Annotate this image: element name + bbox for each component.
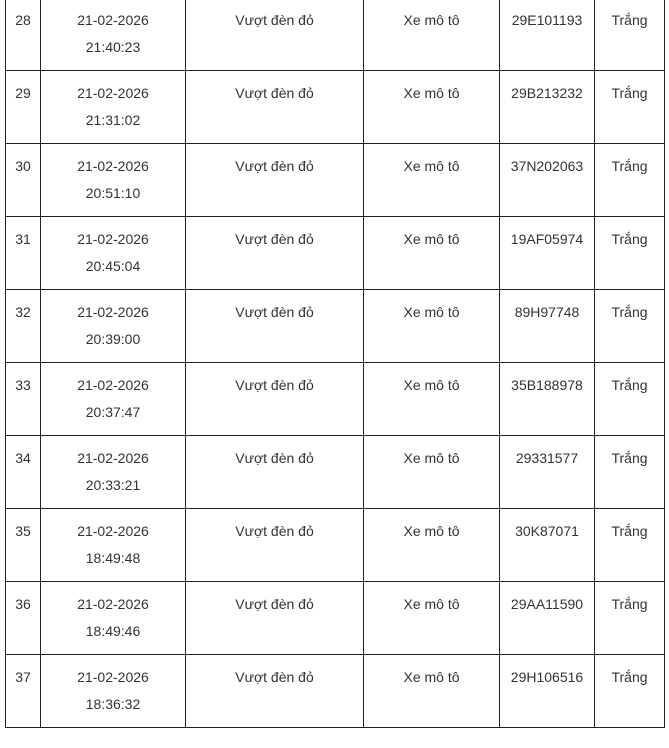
license-plate: 29E101193 xyxy=(511,12,583,28)
violation-time: 20:45:04 xyxy=(85,258,141,274)
violation-cell xyxy=(186,509,364,582)
row-number: 31 xyxy=(15,231,31,247)
violation-time: 18:49:46 xyxy=(85,623,141,639)
license-plate: 29H106516 xyxy=(510,669,584,685)
license-plate: 29B213232 xyxy=(511,85,583,101)
row-number: 29 xyxy=(15,85,31,101)
violation-type: Vượt đèn đỏ xyxy=(235,304,314,320)
table-row xyxy=(6,509,665,582)
violations-table-container xyxy=(5,0,664,728)
vehicle-cell xyxy=(364,363,500,436)
table-row xyxy=(6,363,665,436)
plate-cell xyxy=(500,0,595,71)
violation-type: Vượt đèn đỏ xyxy=(235,669,314,685)
violation-time: 21:31:02 xyxy=(85,112,141,128)
violation-cell xyxy=(186,217,364,290)
datetime-cell xyxy=(41,217,186,290)
plate-color-cell xyxy=(595,436,665,509)
datetime-cell xyxy=(41,655,186,728)
row-number: 33 xyxy=(15,377,31,393)
plate-color: Trắng xyxy=(611,523,648,539)
vehicle-type: Xe mô tô xyxy=(403,85,460,101)
license-plate: 19AF05974 xyxy=(510,231,584,247)
vehicle-type: Xe mô tô xyxy=(403,377,460,393)
violation-time: 20:39:00 xyxy=(85,331,141,347)
plate-color-cell xyxy=(595,655,665,728)
license-plate: 35B188978 xyxy=(511,377,583,393)
violation-cell xyxy=(186,436,364,509)
row-number-cell xyxy=(6,582,41,655)
plate-color-cell xyxy=(595,71,665,144)
vehicle-cell xyxy=(364,582,500,655)
violation-cell xyxy=(186,655,364,728)
datetime-cell xyxy=(41,509,186,582)
vehicle-cell xyxy=(364,144,500,217)
plate-color: Trắng xyxy=(611,231,648,247)
vehicle-cell xyxy=(364,290,500,363)
plate-cell xyxy=(500,144,595,217)
violation-date: 21-02-2026 xyxy=(77,304,149,320)
vehicle-cell xyxy=(364,509,500,582)
plate-cell xyxy=(500,71,595,144)
violations-table xyxy=(5,0,665,728)
row-number-cell xyxy=(6,363,41,436)
violations-table-body xyxy=(6,0,665,728)
table-row xyxy=(6,217,665,290)
plate-cell xyxy=(500,509,595,582)
violation-date: 21-02-2026 xyxy=(77,523,149,539)
plate-color-cell xyxy=(595,144,665,217)
vehicle-cell xyxy=(364,0,500,71)
vehicle-type: Xe mô tô xyxy=(403,450,460,466)
plate-color-cell xyxy=(595,582,665,655)
violation-type: Vượt đèn đỏ xyxy=(235,450,314,466)
violation-date: 21-02-2026 xyxy=(77,158,149,174)
license-plate: 89H97748 xyxy=(514,304,580,320)
violation-time: 18:36:32 xyxy=(85,696,141,712)
violation-cell xyxy=(186,582,364,655)
row-number: 32 xyxy=(15,304,31,320)
table-row xyxy=(6,582,665,655)
violation-cell xyxy=(186,0,364,71)
violation-date: 21-02-2026 xyxy=(77,450,149,466)
table-row xyxy=(6,655,665,728)
datetime-cell xyxy=(41,436,186,509)
plate-color: Trắng xyxy=(611,377,648,393)
violation-time: 21:40:23 xyxy=(85,39,141,55)
violation-cell xyxy=(186,144,364,217)
datetime-cell xyxy=(41,290,186,363)
violation-cell xyxy=(186,71,364,144)
vehicle-type: Xe mô tô xyxy=(403,158,460,174)
violation-type: Vượt đèn đỏ xyxy=(235,377,314,393)
violation-date: 21-02-2026 xyxy=(77,231,149,247)
datetime-cell xyxy=(41,0,186,71)
violation-date: 21-02-2026 xyxy=(77,377,149,393)
plate-color: Trắng xyxy=(611,12,648,28)
row-number: 34 xyxy=(15,450,31,466)
datetime-cell xyxy=(41,363,186,436)
violation-type: Vượt đèn đỏ xyxy=(235,12,314,28)
row-number-cell xyxy=(6,217,41,290)
license-plate: 37N202063 xyxy=(510,158,584,174)
datetime-cell xyxy=(41,71,186,144)
violation-time: 20:33:21 xyxy=(85,477,141,493)
violation-date: 21-02-2026 xyxy=(77,85,149,101)
table-row xyxy=(6,0,665,71)
vehicle-type: Xe mô tô xyxy=(403,669,460,685)
violation-cell xyxy=(186,363,364,436)
license-plate: 30K87071 xyxy=(515,523,579,539)
plate-cell xyxy=(500,217,595,290)
vehicle-cell xyxy=(364,217,500,290)
violation-date: 21-02-2026 xyxy=(77,596,149,612)
plate-color-cell xyxy=(595,217,665,290)
row-number: 36 xyxy=(15,596,31,612)
plate-color-cell xyxy=(595,290,665,363)
vehicle-cell xyxy=(364,71,500,144)
row-number: 28 xyxy=(15,12,31,28)
table-row xyxy=(6,71,665,144)
plate-cell xyxy=(500,436,595,509)
datetime-cell xyxy=(41,582,186,655)
violation-type: Vượt đèn đỏ xyxy=(235,158,314,174)
vehicle-type: Xe mô tô xyxy=(403,523,460,539)
row-number-cell xyxy=(6,509,41,582)
vehicle-type: Xe mô tô xyxy=(403,596,460,612)
violation-time: 18:49:48 xyxy=(85,550,141,566)
violation-type: Vượt đèn đỏ xyxy=(235,523,314,539)
table-row xyxy=(6,144,665,217)
license-plate: 29AA11590 xyxy=(510,596,584,612)
vehicle-cell xyxy=(364,655,500,728)
plate-color: Trắng xyxy=(611,450,648,466)
table-row xyxy=(6,290,665,363)
row-number: 37 xyxy=(15,669,31,685)
datetime-cell xyxy=(41,144,186,217)
row-number-cell xyxy=(6,0,41,71)
plate-color-cell xyxy=(595,0,665,71)
violation-type: Vượt đèn đỏ xyxy=(235,85,314,101)
vehicle-type: Xe mô tô xyxy=(403,304,460,320)
vehicle-type: Xe mô tô xyxy=(403,12,460,28)
plate-cell xyxy=(500,582,595,655)
plate-color: Trắng xyxy=(611,158,648,174)
plate-color: Trắng xyxy=(611,596,648,612)
license-plate: 29331577 xyxy=(515,450,579,466)
row-number-cell xyxy=(6,71,41,144)
row-number-cell xyxy=(6,144,41,217)
row-number-cell xyxy=(6,655,41,728)
plate-color-cell xyxy=(595,509,665,582)
plate-color-cell xyxy=(595,363,665,436)
violation-date: 21-02-2026 xyxy=(77,669,149,685)
violation-time: 20:37:47 xyxy=(85,404,141,420)
plate-color: Trắng xyxy=(611,669,648,685)
violation-cell xyxy=(186,290,364,363)
table-row xyxy=(6,436,665,509)
violation-type: Vượt đèn đỏ xyxy=(235,231,314,247)
vehicle-type: Xe mô tô xyxy=(403,231,460,247)
plate-color: Trắng xyxy=(611,304,648,320)
row-number-cell xyxy=(6,436,41,509)
row-number-cell xyxy=(6,290,41,363)
plate-cell xyxy=(500,290,595,363)
violation-time: 20:51:10 xyxy=(85,185,141,201)
plate-color: Trắng xyxy=(611,85,648,101)
row-number: 35 xyxy=(15,523,31,539)
row-number: 30 xyxy=(15,158,31,174)
plate-cell xyxy=(500,655,595,728)
vehicle-cell xyxy=(364,436,500,509)
violation-date: 21-02-2026 xyxy=(77,12,149,28)
violation-type: Vượt đèn đỏ xyxy=(235,596,314,612)
plate-cell xyxy=(500,363,595,436)
